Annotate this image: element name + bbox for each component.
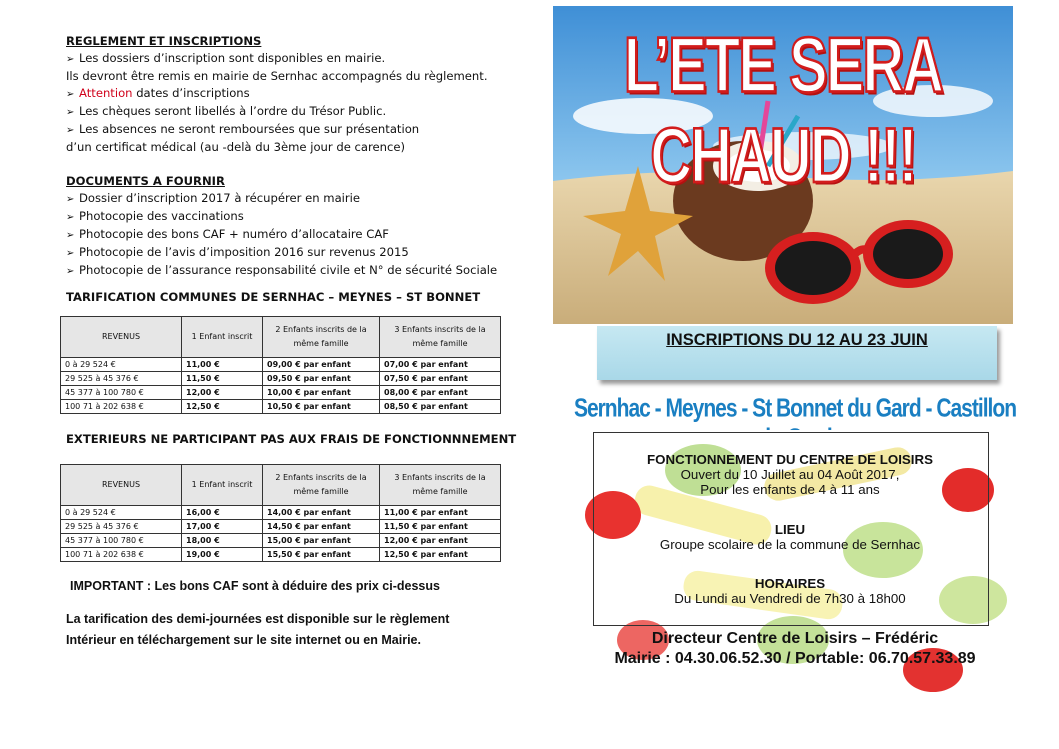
lieu-section [594, 522, 986, 552]
arrow-bullet-icon: ➢ [66, 54, 75, 65]
table-row: 0 à 29 524 € 11,00 € 09,00 € par enfant 07,00 € par enfant [61, 358, 501, 372]
list-item: ➢ Les chèques seront libellés à l’ordre du Trésor Public. [66, 103, 536, 121]
fonctionnement-title: FONCTIONNEMENT DU CENTRE DE LOISIRS [647, 452, 933, 467]
fonctionnement-ages: Pour les enfants de 4 à 11 ans [700, 482, 880, 497]
list-item: ➢ Attention dates d’inscriptions [66, 85, 536, 103]
table-row: 100 71 à 202 638 € 19,00 € 15,50 € par enfant 12,50 € par enfant [61, 548, 501, 562]
important-note: IMPORTANT : Les bons CAF sont à déduire des prix ci-dessus [70, 579, 440, 593]
list-item: ➢ Les dossiers d’inscription sont disponibles en mairie. [66, 50, 536, 68]
table-header: REVENUS [61, 317, 182, 358]
inscriptions-banner [597, 326, 997, 380]
table-row: 45 377 à 100 780 € 18,00 € 15,00 € par enfant 12,00 € par enfant [61, 534, 501, 548]
directeur-line: Directeur Centre de Loisirs – Frédéric [651, 630, 939, 647]
demi-journee-note: La tarification des demi-journées est disponible sur le règlement [66, 612, 450, 626]
tarif-table-communes [60, 316, 501, 414]
arrow-bullet-icon: ➢ [66, 89, 75, 100]
table2-title: EXTERIEURS NE PARTICIPANT PAS AUX FRAIS DE FONCTIONNNEMENT [66, 432, 517, 446]
arrow-bullet-icon: ➢ [66, 248, 75, 259]
arrow-bullet-icon: ➢ [66, 266, 75, 277]
list-item: ➢ Photocopie des vaccinations [66, 208, 536, 226]
arrow-bullet-icon: ➢ [66, 125, 75, 136]
fonctionnement-section [594, 452, 986, 497]
table-row: 29 525 à 45 376 € 11,50 € 09,50 € par enfant 07,50 € par enfant [61, 372, 501, 386]
table-row: 100 71 à 202 638 € 12,50 € 10,50 € par enfant 08,50 € par enfant [61, 400, 501, 414]
table1-title: TARIFICATION COMMUNES DE SERNHAC – MEYNES – ST BONNET [66, 290, 481, 304]
list-item: ➢ Les absences ne seront remboursées que sur présentation [66, 121, 536, 139]
documents-title: DOCUMENTS A FOURNIR [66, 174, 225, 188]
table-header: 3 Enfants inscrits de la même famille [380, 465, 501, 506]
table-row: 29 525 à 45 376 € 17,00 € 14,50 € par enfant 11,50 € par enfant [61, 520, 501, 534]
list-item: ➢ Photocopie de l’assurance responsabilité civile et N° de sécurité Sociale [66, 262, 536, 280]
table-row: 0 à 29 524 € 16,00 € 14,00 € par enfant 11,00 € par enfant [61, 506, 501, 520]
table-header: 1 Enfant inscrit [182, 465, 263, 506]
lieu-text: Groupe scolaire de la commune de Sernhac [659, 537, 921, 552]
beach-hero-image [553, 6, 1013, 324]
reglement-title: REGLEMENT ET INSCRIPTIONS [66, 34, 262, 48]
table-header: 3 Enfants inscrits de la même famille [380, 317, 501, 358]
table-header: 2 Enfants inscrits de la même famille [263, 465, 380, 506]
horaires-section [594, 576, 986, 606]
left-column [66, 33, 536, 280]
horaires-text: Du Lundi au Vendredi de 7h30 à 18h00 [674, 591, 906, 606]
horaires-title: HORAIRES [754, 576, 826, 591]
table-header: 2 Enfants inscrits de la même famille [263, 317, 380, 358]
table-row: 45 377 à 100 780 € 12,00 € 10,00 € par enfant 08,00 € par enfant [61, 386, 501, 400]
inscriptions-text: INSCRIPTIONS DU 12 AU 23 JUIN [666, 331, 928, 349]
tarif-table-exterieurs [60, 464, 501, 562]
arrow-bullet-icon: ➢ [66, 212, 75, 223]
contact-line: Mairie : 04.30.06.52.30 / Portable: 06.70.57.33.89 [614, 650, 976, 667]
lieu-title: LIEU [774, 522, 806, 537]
arrow-bullet-icon: ➢ [66, 230, 75, 241]
demi-journee-note: Intérieur en téléchargement sur le site internet ou en Mairie. [66, 633, 421, 647]
arrow-bullet-icon: ➢ [66, 194, 75, 205]
table-header: 1 Enfant inscrit [182, 317, 263, 358]
list-item: ➢ Photocopie de l’avis d’imposition 2016 sur revenus 2015 [66, 244, 536, 262]
fonctionnement-dates: Ouvert du 10 Juillet au 04 Août 2017, [680, 467, 900, 482]
towns-heading: Sernhac - Meynes - St Bonnet du Gard - Castillon [573, 394, 1017, 423]
table-header: REVENUS [61, 465, 182, 506]
list-item: ➢ Photocopie des bons CAF + numéro d’allocataire CAF [66, 226, 536, 244]
arrow-bullet-icon: ➢ [66, 107, 75, 118]
list-item: ➢ Dossier d’inscription 2017 à récupérer en mairie [66, 190, 536, 208]
reglement-text: Ils devront être remis en mairie de Sernhac accompagnés du règlement. [66, 69, 488, 83]
hero-title: L’ETE SERA CHAUD !!! [623, 21, 943, 200]
reglement-text: d’un certificat médical (au -delà du 3ème jour de carence) [66, 140, 406, 154]
